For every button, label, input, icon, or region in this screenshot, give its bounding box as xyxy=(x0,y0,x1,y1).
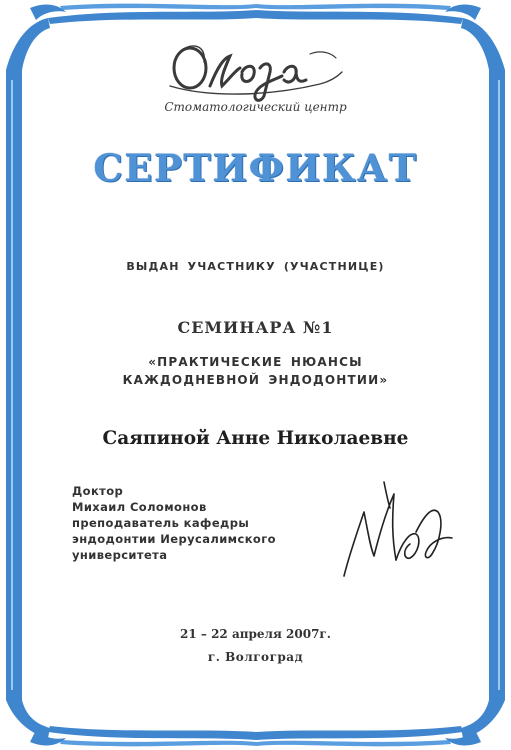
issued-to-label: ВЫДАН УЧАСТНИКУ (УЧАСТНИЦЕ) xyxy=(126,260,385,273)
instructor-name: Михаил Соломонов xyxy=(72,500,207,514)
seminar-title: СЕМИНАРА №1 xyxy=(177,318,334,337)
instructor-title: Доктор xyxy=(72,484,124,498)
seminar-topic-line2: КАЖДОДНЕВНОЙ ЭНДОДОНТИИ» xyxy=(122,373,389,387)
seminar-city: г. Волгоград xyxy=(207,650,304,664)
recipient-name: Саяпиной Анне Николаевне xyxy=(102,428,409,449)
signature xyxy=(340,472,460,582)
seminar-topic-line1: «ПРАКТИЧЕСКИЕ НЮАНСЫ xyxy=(148,355,363,369)
certificate-title: СЕРТИФИКАТ xyxy=(93,146,418,190)
instructor-position-line3: университета xyxy=(72,548,168,562)
seminar-date: 21 – 22 апреля 2007г. xyxy=(180,627,331,641)
instructor-position-line2: эндодонтии Иерусалимского xyxy=(72,532,276,546)
olga-logo xyxy=(160,36,350,106)
instructor-position-line1: преподаватель кафедры xyxy=(72,516,250,530)
clinic-subtitle: Стоматологический центр xyxy=(164,100,347,114)
